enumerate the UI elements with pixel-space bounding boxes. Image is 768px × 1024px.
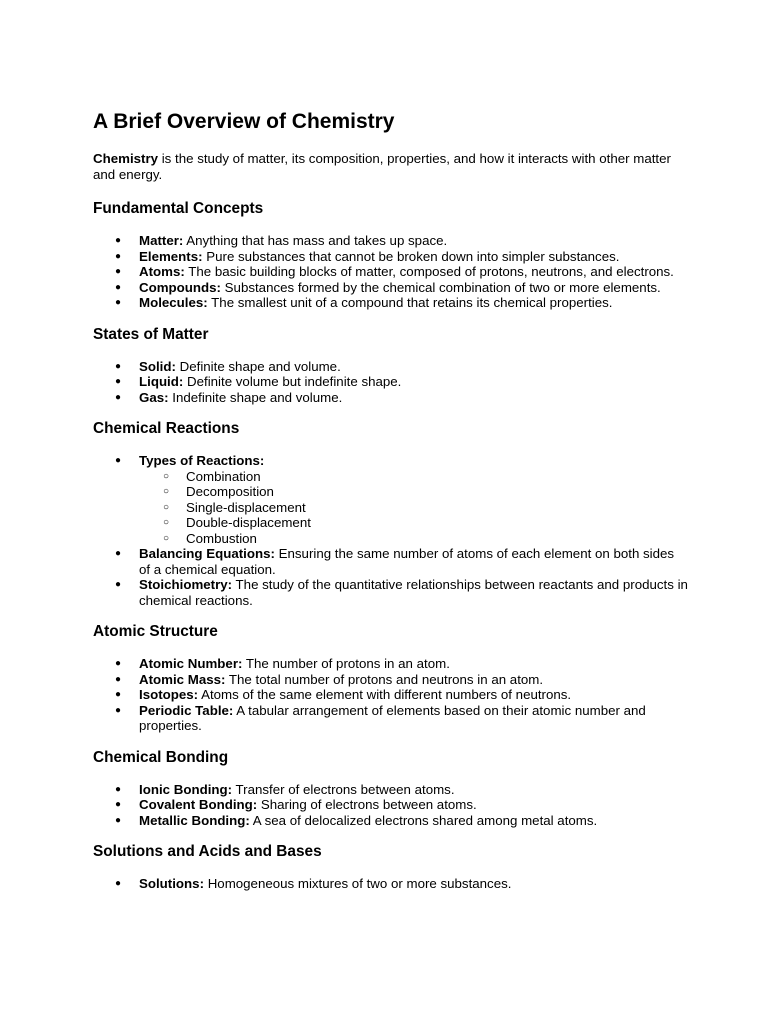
list-item [93, 374, 688, 390]
item-text: Sharing of electrons between atoms. [257, 797, 477, 812]
item-term: Balancing Equations: [139, 546, 275, 561]
sub-list-item: ○ Single-displacement [139, 500, 688, 516]
list-item [93, 359, 688, 375]
item-term: Solutions: [139, 876, 204, 891]
sub-list-item: ○ Decomposition [139, 484, 688, 500]
list-item [93, 546, 688, 577]
item-text: Homogeneous mixtures of two or more substances. [204, 876, 512, 891]
item-text: Pure substances that cannot be broken down into simpler substances. [202, 248, 620, 264]
section-heading-fundamental-concepts: Fundamental Concepts [93, 200, 264, 217]
item-text: The basic building blocks of matter, composed of protons, neutrons, and electrons. [184, 264, 674, 279]
document-title: A Brief Overview of Chemistry [93, 110, 395, 133]
item-term: Ionic Bonding: [139, 781, 233, 797]
list-item [93, 813, 688, 829]
item-text: A sea of delocalized electrons shared among metal atoms. [249, 812, 598, 828]
intro-term: Chemistry [93, 151, 159, 166]
section-heading-chemical-bonding: Chemical Bonding [93, 748, 229, 766]
item-text: A tabular arrangement of elements based on their atomic number and properties. [139, 702, 646, 733]
item-term: Gas: [139, 389, 169, 405]
item-text: Transfer of electrons between atoms. [232, 781, 455, 797]
item-text: The number of protons in an atom. [242, 656, 450, 671]
list-item [93, 264, 688, 280]
list-item [93, 280, 688, 296]
list-item [93, 782, 688, 798]
states-of-matter-list [93, 359, 688, 406]
item-term: Metallic Bonding: [139, 812, 250, 828]
intro-text: is the study of matter, its composition, properties, and how it interacts with other matter and energy. [93, 151, 671, 182]
item-term: Periodic Table: [139, 702, 234, 718]
list-item [93, 390, 688, 406]
list-item [93, 703, 688, 734]
atomic-structure-list [93, 656, 688, 734]
item-text: The total number of protons and neutrons in an atom. [225, 671, 544, 687]
list-item [93, 577, 688, 608]
list-item [93, 876, 688, 892]
chemical-reactions-list [93, 453, 688, 608]
intro-paragraph [93, 151, 688, 182]
list-item [93, 687, 688, 703]
item-text: Ensuring the same number of atoms of each element on both sides of a chemical equation. [139, 546, 675, 577]
list-item [93, 672, 688, 688]
solutions-acids-bases-list [93, 876, 688, 892]
sub-list-item: ○ Double-displacement [139, 515, 688, 531]
item-term: Covalent Bonding: [139, 797, 258, 812]
list-item [93, 295, 688, 311]
fundamental-concepts-list [93, 233, 688, 311]
item-term: Stoichiometry: [139, 577, 233, 592]
item-term: Atomic Mass: [139, 671, 226, 687]
item-term: Atomic Number: [139, 656, 243, 671]
list-item [93, 233, 688, 249]
item-text: Definite volume but indefinite shape. [183, 374, 402, 389]
item-text: The study of the quantitative relationships between reactants and products in chemical reactions. [139, 577, 688, 608]
item-text: Atoms of the same element with different numbers of neutrons. [198, 687, 572, 702]
item-term: Types of Reactions: [139, 453, 265, 468]
list-item [93, 249, 688, 265]
section-heading-solutions-acids-bases: Solutions and Acids and Bases [93, 843, 322, 860]
sub-list-item: ○ Combustion [139, 531, 688, 547]
item-text: The smallest unit of a compound that retains its chemical properties. [207, 295, 613, 310]
item-term: Compounds: [139, 279, 221, 295]
item-term: Solid: [139, 358, 176, 374]
item-text: Indefinite shape and volume. [168, 389, 343, 405]
section-heading-atomic-structure: Atomic Structure [93, 623, 218, 640]
list-item [93, 797, 688, 813]
list-item [93, 453, 688, 546]
item-term: Matter: [139, 233, 184, 248]
item-term: Molecules: [139, 295, 208, 310]
sub-list-item: ○ Combination [139, 469, 688, 485]
item-text: Definite shape and volume. [175, 358, 341, 374]
item-text: Substances formed by the chemical combination of two or more elements. [220, 279, 661, 295]
item-term: Liquid: [139, 374, 184, 389]
item-term: Isotopes: [139, 687, 199, 702]
item-text: Anything that has mass and takes up space. [183, 233, 448, 248]
section-heading-states-of-matter: States of Matter [93, 325, 209, 343]
section-heading-chemical-reactions: Chemical Reactions [93, 420, 240, 437]
chemical-bonding-list [93, 782, 688, 829]
list-item [93, 656, 688, 672]
item-term: Atoms: [139, 264, 185, 279]
item-term: Elements: [139, 248, 203, 264]
reaction-types-list [139, 469, 688, 547]
